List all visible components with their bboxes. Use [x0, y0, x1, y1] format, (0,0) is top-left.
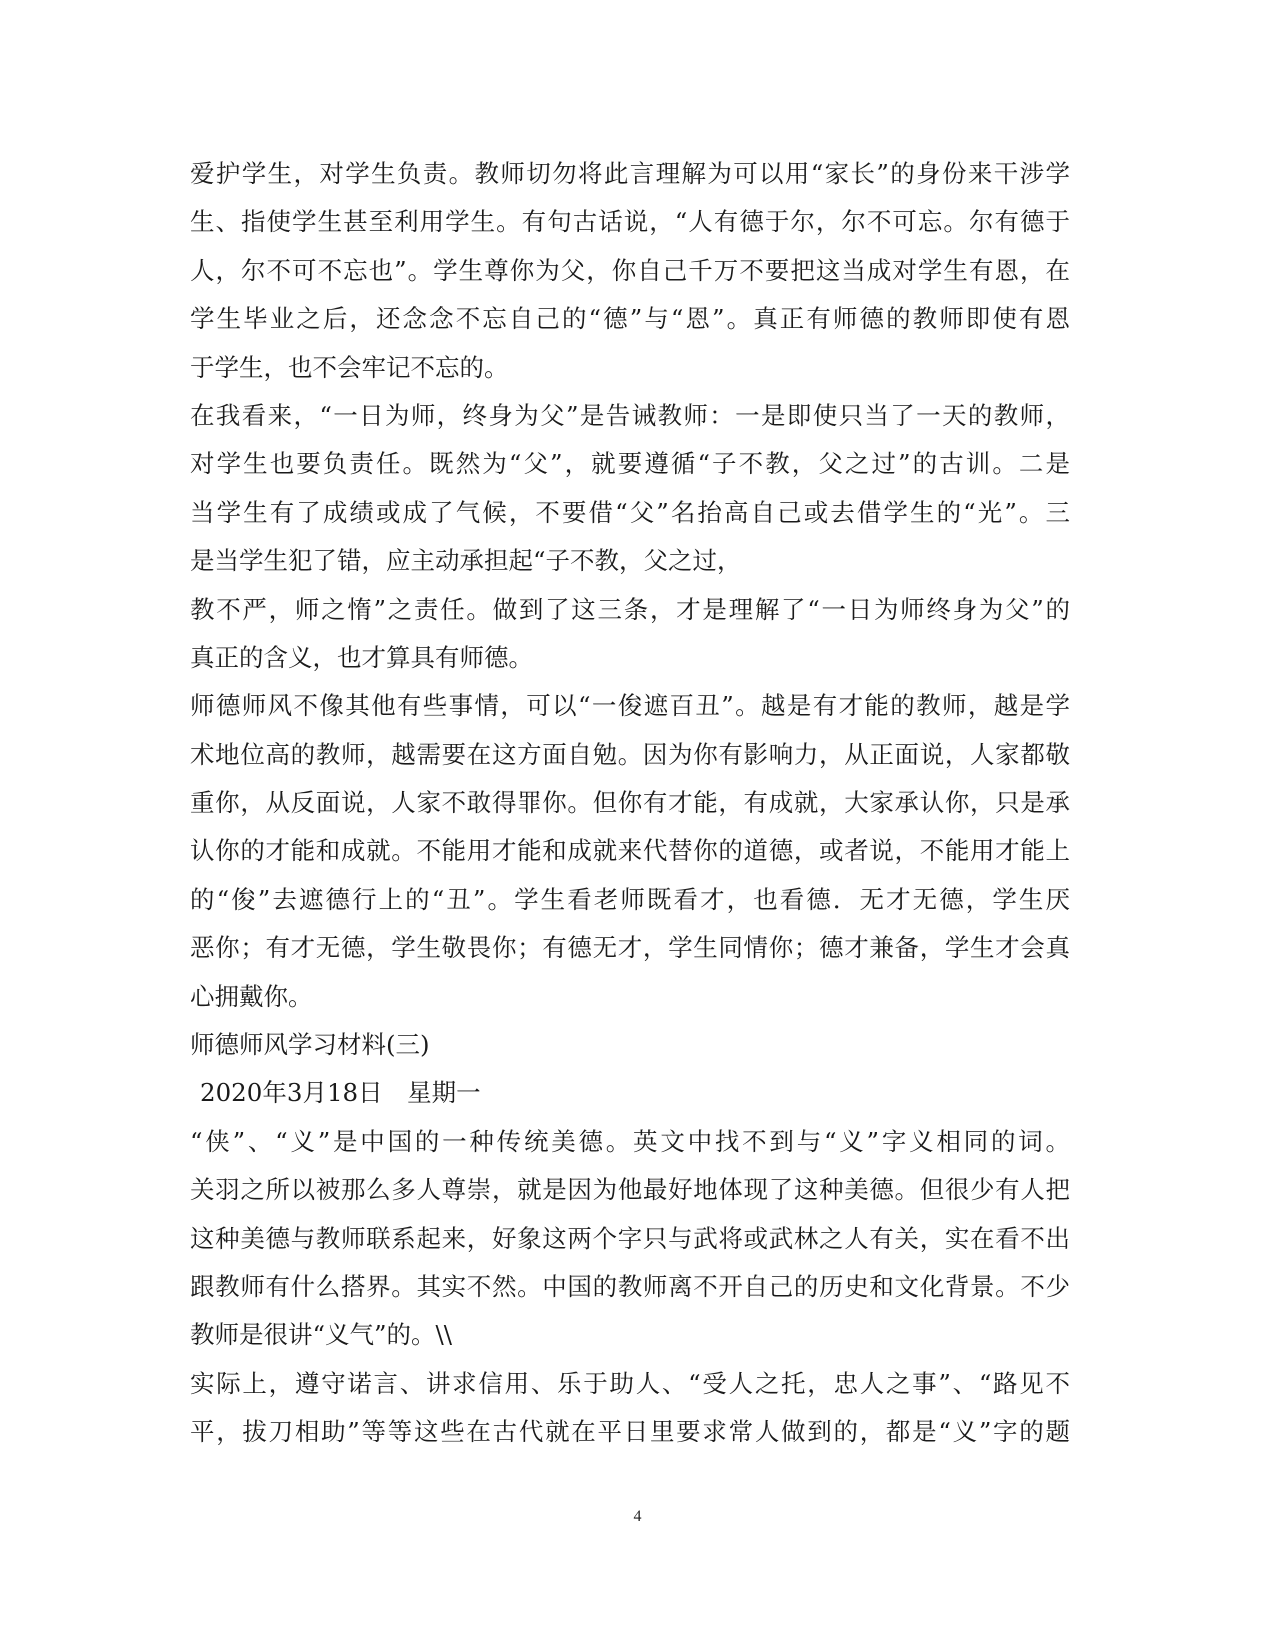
- text-line: “侠”、“义”是中国的一种传统美德。英文中找不到与“义”字义相同的词。: [190, 1126, 1070, 1156]
- text-line: 认你的才能和成就。不能用才能和成就来代替你的道德，或者说，不能用才能上: [190, 836, 1070, 866]
- text-line: 在我看来，“一日为师，终身为父”是告诫教师：一是即使只当了一天的教师，: [190, 400, 1070, 430]
- document-body: [190, 150, 1070, 1457]
- text-line: 师德师风不像其他有些事情，可以“一俊遮百丑”。越是有才能的教师，越是学: [190, 691, 1070, 721]
- text-line: 教不严，师之惰”之责任。做到了这三条，才是理解了“一日为师终身为父”的: [190, 594, 1070, 624]
- section-heading: 师德师风学习材料(三): [190, 1030, 430, 1060]
- text-line: 对学生也要负责任。既然为“父”，就要遵循“子不教，父之过”的古训。二是: [190, 449, 1070, 479]
- text-line: 心拥戴你。: [190, 981, 313, 1011]
- text-line: 于学生，也不会牢记不忘的。: [190, 352, 509, 382]
- date-line: 2020年3月18日 星期一: [200, 1078, 481, 1108]
- text-line: 人，尔不可不忘也”。学生尊你为父，你自己千万不要把这当成对学生有恩，在: [190, 255, 1070, 285]
- page-number: 4: [633, 1508, 642, 1525]
- text-line: 的“俊”去遮德行上的“丑”。学生看老师既看才，也看德．无才无德，学生厌: [190, 884, 1070, 914]
- text-line: 重你，从反面说，人家不敢得罪你。但你有才能，有成就，大家承认你，只是承: [190, 788, 1070, 818]
- text-line: 教师是很讲“义气”的。\\: [190, 1320, 453, 1350]
- text-line: 学生毕业之后，还念念不忘自己的“德”与“恩”。真正有师德的教师即使有恩: [190, 304, 1070, 334]
- text-line: 平，拔刀相助”等等这些在古代就在平日里要求常人做到的，都是“义”字的题: [190, 1417, 1070, 1447]
- text-line: 生、指使学生甚至利用学生。有句古话说，“人有德于尔，尔不可忘。尔有德于: [190, 207, 1070, 237]
- text-line: 恶你；有才无德，学生敬畏你；有德无才，学生同情你；德才兼备，学生才会真: [190, 933, 1070, 963]
- text-line: 术地位高的教师，越需要在这方面自勉。因为你有影响力，从正面说，人家都敬: [190, 739, 1070, 769]
- text-line: 关羽之所以被那么多人尊崇，就是因为他最好地体现了这种美德。但很少有人把: [190, 1175, 1070, 1205]
- text-line: 是当学生犯了错，应主动承担起“子不教，父之过，: [190, 546, 742, 576]
- text-line: 实际上，遵守诺言、讲求信用、乐于助人、“受人之托，忠人之事”、“路见不: [190, 1368, 1070, 1398]
- text-line: 跟教师有什么搭界。其实不然。中国的教师离不开自己的历史和文化背景。不少: [190, 1271, 1070, 1301]
- text-line: 当学生有了成绩或成了气候，不要借“父”名抬高自己或去借学生的“光”。三: [190, 497, 1070, 527]
- text-line: 这种美德与教师联系起来，好象这两个字只与武将或武林之人有关，实在看不出: [190, 1223, 1070, 1253]
- text-line: 真正的含义，也才算具有师德。: [190, 642, 533, 672]
- text-line: 爱护学生，对学生负责。教师切勿将此言理解为可以用“家长”的身份来干涉学: [190, 159, 1070, 188]
